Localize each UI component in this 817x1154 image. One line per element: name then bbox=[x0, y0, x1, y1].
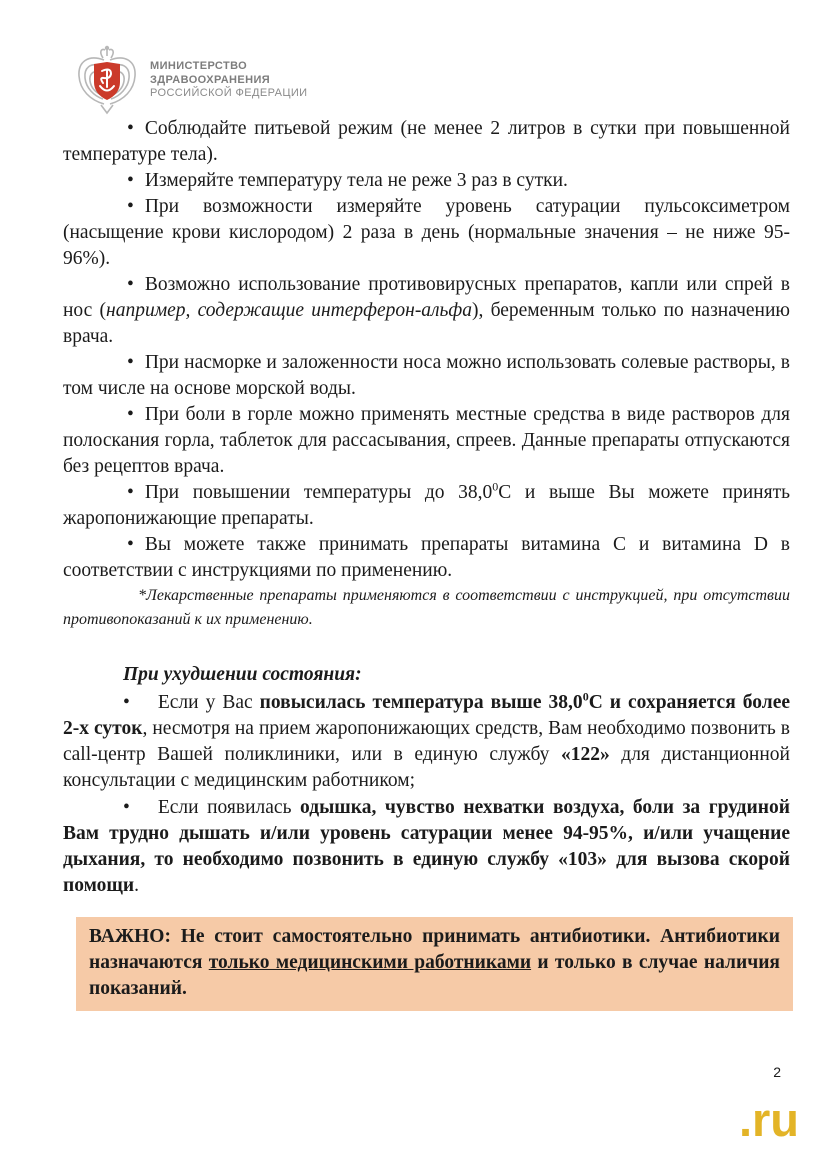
list-item-text: Возможно использование противовирусных препаратов, капли или спрей в нос ( bbox=[63, 274, 790, 321]
list-item-call-103 bbox=[63, 795, 790, 899]
bullet-icon bbox=[123, 692, 130, 713]
list-item-drinking-regime bbox=[63, 116, 790, 168]
list-item-text: Вы можете также принимать препараты витамина С и витамина D в соответствии с инструкциями по применению. bbox=[63, 534, 790, 581]
list-item-text: Соблюдайте питьевой режим (не менее 2 литров в сутки при повышенной температуре тела). bbox=[63, 118, 790, 165]
list-item-text: , несмотря на прием жаропонижающих средств, Вам необходимо позвонить в call-центр Вашей поликлиники, или в единую службу bbox=[63, 718, 790, 765]
important-text: ВАЖНО: Не стоит самостоятельно принимать антибиотики. Антибиотики назначаются bbox=[89, 926, 780, 973]
bullet-icon bbox=[127, 274, 134, 295]
ministry-line-1: МИНИСТЕРСТВО bbox=[150, 60, 248, 72]
bullet-icon bbox=[127, 118, 134, 139]
ministry-name bbox=[150, 60, 307, 101]
list-item-text: При насморке и заложенности носа можно использовать солевые растворы, в том числе на основе морской воды. bbox=[63, 352, 790, 399]
bullet-icon bbox=[127, 170, 134, 191]
list-item-vitamins bbox=[63, 532, 790, 584]
list-item-fever bbox=[63, 480, 790, 532]
bullet-icon bbox=[127, 404, 134, 425]
list-item-text-bold: С и сохраняется более 2-х суток bbox=[63, 692, 791, 739]
ministry-logo bbox=[74, 44, 307, 116]
list-item-saline bbox=[63, 350, 790, 402]
list-item-text: для дистанционной консультации с медицинским работником; bbox=[63, 744, 790, 791]
ministry-line-3: РОССИЙСКОЙ ФЕДЕРАЦИИ bbox=[150, 87, 308, 99]
important-text: и только в случае наличия показаний. bbox=[89, 952, 780, 999]
important-text-underlined: только медицинскими работниками bbox=[208, 952, 532, 973]
list-item-text: Измеряйте температуру тела не реже 3 раз в сутки. bbox=[144, 170, 568, 191]
ministry-line-2: ЗДРАВООХРАНЕНИЯ bbox=[150, 73, 271, 86]
list-item-text-bold: одышка, чувство нехватки воздуха, боли за грудиной Вам трудно дышать и/или уровень сатурации менее 94-95%, и/или учащение дыхания, то необходимо позвонить в единую службу «103» для вызова скорой помощи bbox=[63, 797, 790, 896]
list-item-text: С и выше Вы можете принять жаропонижающие препараты. bbox=[63, 482, 790, 529]
section-heading-worsening: При ухудшении состояния: bbox=[123, 664, 362, 685]
list-item-text: Если появилась bbox=[157, 797, 301, 818]
bullet-icon bbox=[127, 482, 134, 503]
minzdrav-emblem-icon bbox=[74, 44, 140, 116]
service-number-122: «122» bbox=[560, 744, 610, 765]
document-body bbox=[63, 116, 790, 1011]
list-item-text: При возможности измеряйте уровень сатурации пульсоксиметром (насыщение крови кислородом) 2 раза в день (нормальные значения – не ниже 95-96%). bbox=[63, 196, 790, 269]
bullet-icon bbox=[127, 534, 134, 555]
list-item-antiviral bbox=[63, 272, 790, 350]
list-item-text: ), беременным только по назначению врача. bbox=[63, 300, 790, 347]
bullet-icon bbox=[127, 196, 134, 217]
important-notice-box bbox=[76, 917, 793, 1011]
degree-superscript: 0 bbox=[582, 689, 589, 704]
bullet-icon bbox=[123, 797, 130, 818]
list-item-text: . bbox=[134, 875, 139, 896]
ru-watermark: .ru bbox=[738, 1093, 799, 1146]
list-item-text-italic: например, содержащие интерферон-альфа bbox=[106, 300, 473, 321]
footnote-medication: *Лекарственные препараты применяются в соответствии с инструкцией, при отсутствии противопоказаний к их применению. bbox=[63, 587, 790, 628]
list-item-sore-throat bbox=[63, 402, 790, 480]
list-item-call-122 bbox=[63, 690, 790, 794]
list-item-measure-temperature bbox=[63, 168, 790, 194]
list-item-text: При повышении температуры до 38,0 bbox=[144, 482, 493, 503]
list-item-text: При боли в горле можно применять местные средства в виде растворов для полоскания горла, таблеток для рассасывания, спреев. Данные препараты отпускаются без рецептов врача. bbox=[63, 404, 790, 477]
list-item-text-bold: повысилась температура выше 38,0 bbox=[259, 692, 583, 713]
list-item-text: Если у Вас bbox=[157, 692, 260, 713]
degree-superscript: 0 bbox=[492, 479, 499, 494]
bullet-icon bbox=[127, 352, 134, 373]
list-item-saturation bbox=[63, 194, 790, 272]
page-number: 2 bbox=[773, 1064, 781, 1080]
